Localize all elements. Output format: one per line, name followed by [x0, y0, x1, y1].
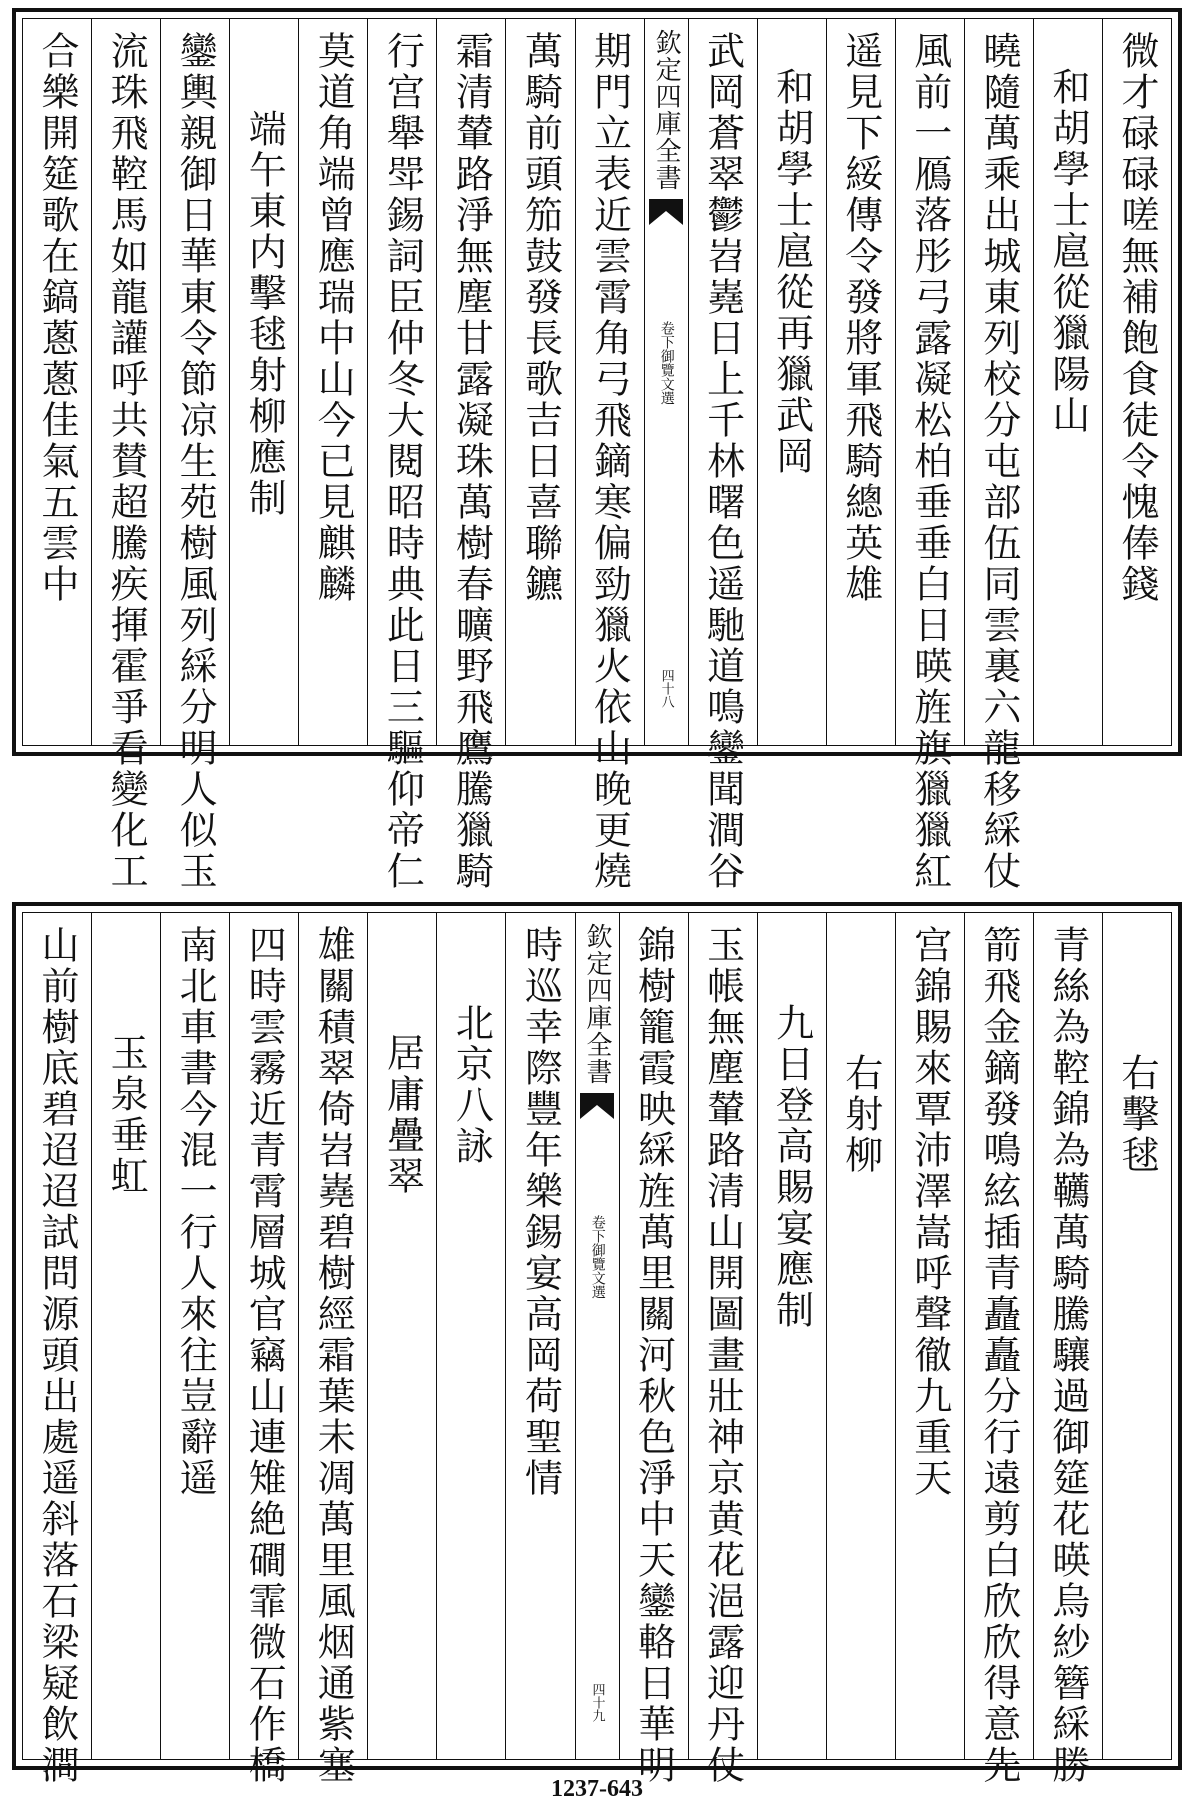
verse-line: 曉隨萬乘出城東列校分屯部伍同雲裏六龍移綵仗 [976, 31, 1021, 892]
verse-line: 錦樹籠霞映綵旌萬里關河秋色淨中天鑾輅日華明 [631, 925, 676, 1786]
poem-title: 九日登高賜宴應制 [769, 1003, 814, 1331]
text-column [895, 19, 964, 892]
text-column [964, 19, 1033, 892]
text-column [964, 913, 1033, 1786]
book-title: 御覽文選 [658, 349, 675, 405]
verse-line: 箭飛金鏑發鳴絃插青矗矗分行遠剪白欣欣得意先 [976, 925, 1021, 1786]
verse-line: 山前樹底碧迢迢試問源頭出處遥斜落石梁疑飲澗 [35, 925, 80, 1786]
text-column [757, 19, 826, 745]
verse-line: 行宫舉斝錫詞臣仲冬大閱昭時典此日三驅仰帝仁 [380, 31, 425, 892]
poem-title: 和胡學士扈從獵陽山 [1045, 67, 1090, 436]
text-column [826, 19, 895, 745]
text-column [826, 913, 895, 1759]
verse-line: 鑾輿親御日華東令節凉生苑樹風列綵分明人似玉 [173, 31, 218, 892]
verse-line: 武岡蒼翠鬱岧嶤日上千林曙色遥馳道鳴鑾聞澗谷 [700, 31, 745, 892]
text-column [1102, 913, 1171, 1759]
text-column [298, 913, 367, 1786]
book-volume: 卷下 [589, 1215, 606, 1243]
poem-title: 和胡學士扈從再獵武岡 [769, 67, 814, 477]
text-column [895, 913, 964, 1759]
verse-line: 南北車書今混一行人來往豈辭遥 [173, 925, 218, 1499]
book-info [658, 285, 673, 405]
verse-line: 雄關積翠倚岧嶤碧樹經霜葉未凋萬里風烟通紫塞 [311, 925, 356, 1786]
text-column [160, 913, 229, 1759]
verse-line: 合樂開筵歌在鎬蔥蔥佳氣五雲中 [35, 31, 80, 605]
text-column [229, 913, 298, 1786]
verse-line: 萬騎前頭笳鼓發長歌吉日喜聯鑣 [518, 31, 563, 605]
verse-line: 玉帳無塵輦路清山開圖畫壯神京黄花浥露迎丹仗 [700, 925, 745, 1786]
book-title: 御覽文選 [589, 1243, 606, 1299]
verse-line: 青絲為鞚錦為韉萬騎騰驤過御筵花暎烏紗簪綵勝 [1045, 925, 1090, 1786]
text-column [1102, 19, 1171, 745]
book-page-lower [12, 902, 1182, 1786]
text-column [757, 913, 826, 1759]
text-column [367, 913, 436, 1759]
text-column [688, 19, 757, 892]
book-volume: 卷下 [658, 321, 675, 349]
text-column [1033, 19, 1102, 745]
text-column [91, 913, 160, 1759]
verse-line: 時巡幸際豐年樂錫宴高岡荷聖情 [518, 925, 563, 1499]
verse-line: 遥見下綏傳令發將軍飛騎總英雄 [838, 31, 883, 605]
verse-line: 流珠飛鞚馬如龍讙呼共賛超騰疾揮霍爭看變化工 [104, 31, 149, 892]
poem-title: 端午東内擊毬射柳應制 [242, 109, 287, 519]
library-title: 欽定四庫全書 [582, 923, 612, 1085]
text-column [436, 913, 505, 1759]
page-frame [22, 912, 1172, 1786]
library-title: 欽定四庫全書 [651, 29, 682, 191]
text-column [229, 19, 298, 745]
text-column [505, 913, 574, 1759]
page-footer-number: 1237-643 [551, 1776, 643, 1802]
page-frame [22, 18, 1172, 892]
poem-title: 居庸疊翠 [380, 1033, 425, 1197]
page-center-strip [575, 913, 619, 1759]
text-column [1033, 913, 1102, 1786]
verse-line: 四時雲霧近青霄層城官竊山連雉絶磵霏微石作橋 [242, 925, 287, 1786]
verse-line: 霜清輦路淨無塵甘露凝珠萬樹春曠野飛鷹騰獵騎 [449, 31, 494, 892]
section-title: 右擊毬 [1114, 1053, 1159, 1176]
book-info [589, 1179, 604, 1299]
text-column [688, 913, 757, 1786]
fishtail-mark-icon [580, 1093, 614, 1119]
page-center-strip [644, 19, 688, 745]
text-column [23, 913, 91, 1786]
text-column [436, 19, 505, 892]
text-column [505, 19, 574, 745]
fishtail-mark-icon [649, 199, 683, 225]
poem-title: 北京八詠 [449, 1003, 494, 1167]
verse-line: 期門立表近雲霄角弓飛鏑寒偏勁獵火依山晚更燒 [587, 31, 632, 892]
text-column [575, 19, 644, 892]
verse-line: 宫錦賜來覃沛澤嵩呼聲徹九重天 [907, 925, 952, 1499]
text-column [367, 19, 436, 892]
text-column [91, 19, 160, 892]
text-column [160, 19, 229, 892]
text-column [298, 19, 367, 745]
text-column [619, 913, 688, 1786]
verse-line: 微才碌碌嗟無補飽食徒令愧俸錢 [1114, 31, 1159, 605]
text-column [23, 19, 91, 745]
book-page-upper [12, 8, 1182, 892]
page-number: 四十九 [589, 1683, 605, 1722]
section-title: 右射柳 [838, 1053, 883, 1176]
verse-line: 風前一鴈落彤弓露凝松柏垂垂白日暎旌旗獵獵紅 [907, 31, 952, 892]
page-number: 四十八 [658, 669, 674, 708]
verse-line: 莫道角端曾應瑞中山今已見麒麟 [311, 31, 356, 605]
poem-title: 玉泉垂虹 [104, 1033, 149, 1197]
